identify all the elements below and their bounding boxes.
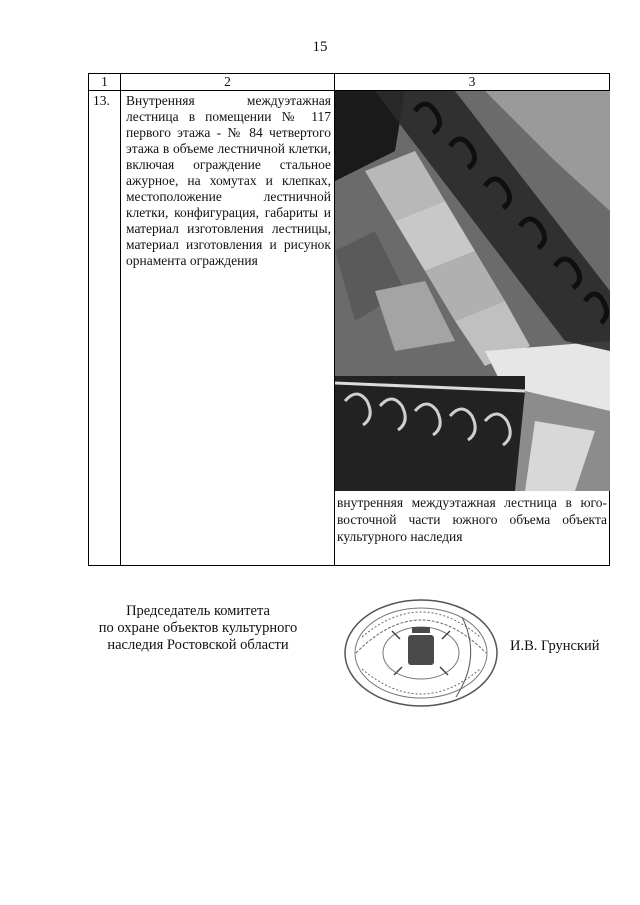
official-seal-icon bbox=[342, 597, 500, 709]
row-number: 13. bbox=[89, 91, 121, 566]
signature-title-line: Председатель комитета bbox=[126, 603, 270, 619]
table-row bbox=[89, 91, 610, 566]
signature-name: И.В. Грунский bbox=[510, 638, 600, 654]
table-header-row bbox=[89, 74, 610, 91]
column-header-1: 1 bbox=[89, 74, 121, 91]
signature-title-line: наследия Ростовской области bbox=[107, 637, 289, 653]
staircase-photo bbox=[335, 91, 610, 491]
photo-caption: внутренняя междуэтажная лестница в юго-восточной части южного объема объекта культурного наследия bbox=[337, 495, 607, 544]
signature-title bbox=[68, 603, 328, 654]
page-number: 15 bbox=[312, 39, 328, 55]
column-header-2: 2 bbox=[121, 74, 335, 91]
photo-cell bbox=[335, 91, 610, 566]
signature-title-line: по охране объектов культурного bbox=[98, 620, 298, 636]
object-table bbox=[88, 73, 610, 566]
row-description: Внутренняя междуэтажная лестница в помещении № 117 первого этажа - № 84 четвертого этажа в объеме лестничной клетки, включая ограждение стальное ажурное, на хомутах и клепках, местоположение лестничной клетки, конфигурация, габариты и материал изготовления лестницы, материал изготовления и рисунок орнамента ограждения bbox=[121, 91, 335, 566]
column-header-3: 3 bbox=[335, 74, 610, 91]
